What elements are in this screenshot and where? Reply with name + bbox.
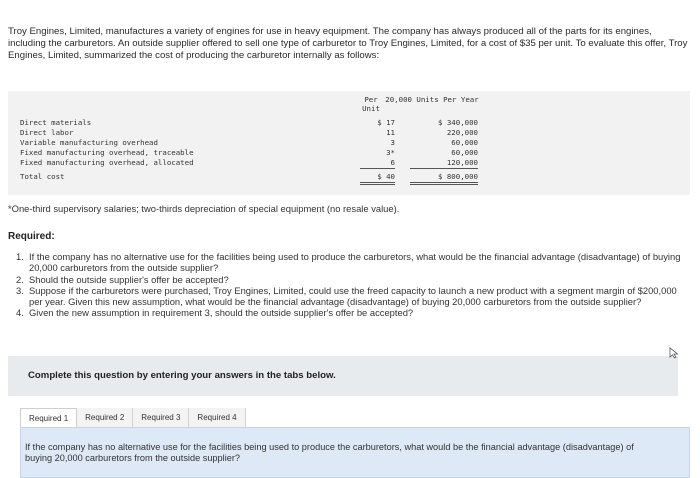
instruction-text: Complete this question by entering your answers in the tabs below. xyxy=(28,370,336,381)
item-number: 4. xyxy=(16,307,24,319)
header-per-year: 20,000 Units Per Year xyxy=(385,95,479,104)
per-unit-value: $ 17 xyxy=(377,118,395,127)
problem-intro: Troy Engines, Limited, manufactures a variety of engines for use in heavy equipment. The company has always produced all of the parts for its engines, including the carburetors. An outside supplier offered to sell one type of carburetor to Troy Engines, Limited, for a cost of $35 per unit. To evaluate this offer, Troy Engines, Limited, summarized the cost of producing the carburetor internally as follows: xyxy=(8,26,688,62)
header-per-unit: Per Unit xyxy=(362,95,380,113)
tab-required-1[interactable]: Required 1 xyxy=(20,408,77,428)
table-footnote: *One-third supervisory salaries; two-thirds depreciation of special equipment (no resale value). xyxy=(8,203,400,214)
item-text: Should the outside supplier's offer be accepted? xyxy=(29,273,229,285)
per-year-value: 220,000 xyxy=(446,128,478,137)
tab-required-3[interactable]: Required 3 xyxy=(133,408,189,428)
item-number: 3. xyxy=(16,284,24,296)
per-year-value: $ 340,000 xyxy=(437,118,478,127)
required-heading: Required: xyxy=(8,231,55,242)
row-label: Fixed manufacturing overhead, allocated xyxy=(20,158,194,167)
tab-required-4[interactable]: Required 4 xyxy=(189,408,245,428)
tab-question-text: If the company has no alternative use for the facilities being used to produce the carburetors, what would be the financial advantage (disadvantage) of buying 20,000 carburetors from the outside supplier? xyxy=(25,442,634,463)
per-year-value: $ 800,000 xyxy=(410,172,478,185)
row-label: Direct materials xyxy=(20,118,92,127)
list-item xyxy=(16,251,690,274)
cost-table-panel xyxy=(8,91,690,195)
item-text: If the company has no alternative use for the facilities being used to produce the carburetors, what would be the financial advantage (disadvantage) of buying 20,000 carburetors from the outside supplier? xyxy=(29,251,681,274)
item-text: Suppose if the carburetors were purchased, Troy Engines, Limited, could use the freed capacity to launch a new product with a segment margin of $200,000 per year. Given this new assumption, what would be the financial advantage (disadvantage) of buying 20,000 carburetors from the outside supplier? xyxy=(29,284,677,308)
requirements-list xyxy=(16,251,690,319)
instruction-banner xyxy=(8,356,678,396)
table-row-total xyxy=(20,172,490,182)
table-row xyxy=(20,158,490,168)
item-number: 1. xyxy=(16,251,24,262)
table-row xyxy=(20,128,490,138)
per-unit-value: 3 xyxy=(390,138,395,147)
list-item xyxy=(16,307,690,319)
row-label: Total cost xyxy=(20,172,65,181)
per-unit-value: 3* xyxy=(386,148,395,157)
requirement-tabs xyxy=(20,408,246,428)
row-label: Fixed manufacturing overhead, traceable xyxy=(20,148,194,157)
tab-required-2[interactable]: Required 2 xyxy=(77,408,133,428)
per-year-value: 120,000 xyxy=(410,158,478,169)
per-year-value: 60,000 xyxy=(451,148,478,157)
table-row xyxy=(20,138,490,148)
tab-panel-required-1 xyxy=(20,427,690,478)
per-unit-value: 11 xyxy=(386,128,395,137)
item-number: 2. xyxy=(16,273,24,285)
per-unit-value: $ 40 xyxy=(360,172,395,185)
mouse-pointer-icon xyxy=(668,347,680,359)
item-text: Given the new assumption in requirement 3, should the outside supplier's offer be accepted? xyxy=(29,307,414,319)
list-item xyxy=(16,273,690,285)
row-label: Variable manufacturing overhead xyxy=(20,138,158,147)
per-unit-value: 6 xyxy=(360,158,395,169)
per-year-value: 60,000 xyxy=(451,138,478,147)
row-label: Direct labor xyxy=(20,128,74,137)
cost-table xyxy=(8,91,690,195)
table-row xyxy=(20,118,490,128)
table-row xyxy=(20,148,490,158)
list-item xyxy=(16,284,690,308)
